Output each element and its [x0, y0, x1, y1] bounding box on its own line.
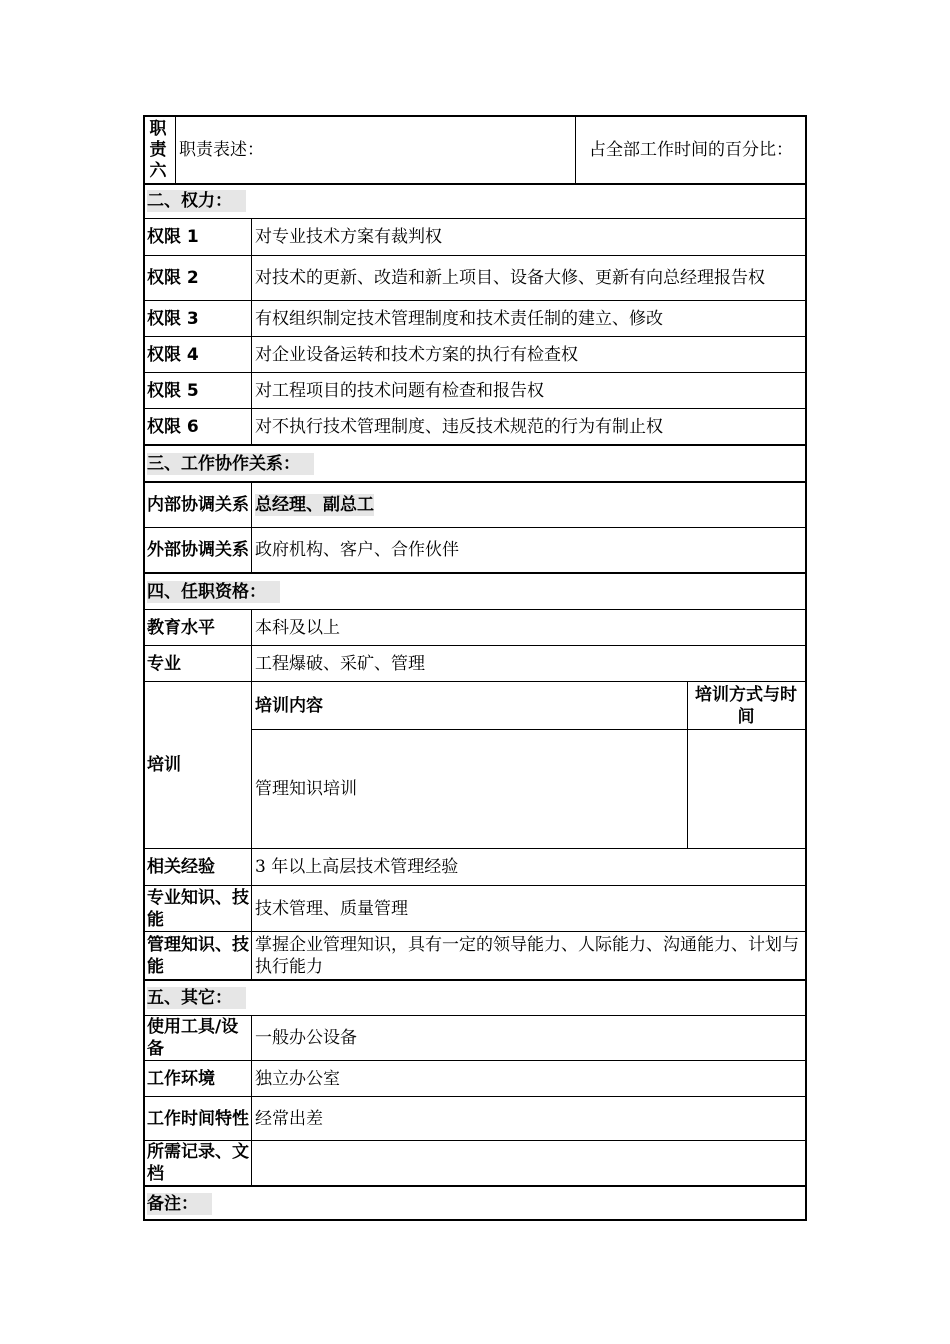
professional-skills-label	[147, 886, 251, 931]
education-value-text: 本科及以上	[255, 617, 340, 638]
authority-2-label	[147, 256, 251, 300]
experience-value-text: 3 年以上高层技术管理经验	[255, 857, 459, 877]
work-time-value-text: 经常出差	[255, 1108, 323, 1129]
management-skills-label-text: 管理知识、技能	[147, 934, 249, 977]
authority-6-value	[253, 409, 803, 444]
training-method-header-text: 培训方式与时间	[695, 685, 797, 727]
authority-5-label	[147, 373, 251, 408]
internal-coordination-label	[147, 483, 251, 527]
authority-3-label-text: 权限 3	[147, 308, 199, 329]
authority-2-label-text: 权限 2	[147, 268, 199, 288]
management-skills-label	[147, 932, 251, 979]
authority-1-label-text: 权限 1	[147, 227, 199, 247]
education-value	[253, 610, 803, 645]
authority-3-label	[147, 301, 251, 336]
training-label	[147, 682, 251, 848]
tools-value-text: 一般办公设备	[255, 1028, 357, 1048]
authority-6-label-text: 权限 6	[147, 416, 199, 437]
section-qualification-text: 四、任职资格：	[147, 581, 280, 603]
section-other-text: 五、其它：	[147, 987, 246, 1009]
experience-value	[253, 849, 803, 885]
major-value	[253, 646, 803, 681]
external-coordination-value	[253, 528, 803, 572]
professional-skills-value-text: 技术管理、质量管理	[255, 898, 408, 919]
authority-1-label	[147, 219, 251, 255]
work-time-value	[253, 1097, 803, 1140]
management-skills-value-text: 掌握企业管理知识，具有一定的领导能力、人际能力、沟通能力、计划与执行能力	[255, 934, 799, 977]
major-value-text: 工程爆破、采矿、管理	[255, 653, 425, 674]
training-method	[689, 730, 803, 848]
internal-coordination-value-text: 总经理、副总工	[255, 495, 374, 515]
authority-6-label	[147, 409, 251, 444]
environment-value-text: 独立办公室	[255, 1068, 340, 1089]
work-time-label	[147, 1097, 251, 1140]
external-coordination-label	[147, 528, 251, 572]
section-qualification	[147, 575, 280, 608]
authority-5-value-text: 对工程项目的技术问题有检查和报告权	[255, 380, 544, 401]
training-content	[253, 730, 683, 848]
authority-2-value	[253, 256, 803, 300]
management-skills-value	[253, 932, 803, 979]
section-authority	[147, 185, 246, 217]
duty-percent	[585, 117, 797, 183]
experience-label	[147, 849, 251, 885]
duty-label-text: 职责六	[149, 118, 167, 181]
authority-3-value	[253, 301, 803, 336]
experience-label-text: 相关经验	[147, 857, 215, 877]
section-other	[147, 982, 246, 1014]
section-authority-text: 二、权力：	[147, 190, 246, 212]
records-label-text: 所需记录、文档	[147, 1142, 249, 1184]
authority-5-value	[253, 373, 803, 408]
authority-4-value	[253, 337, 803, 372]
training-content-text: 管理知识培训	[255, 779, 357, 799]
job-description-table	[143, 115, 807, 1221]
training-content-header-text: 培训内容	[255, 696, 323, 716]
section-remarks-text: 备注：	[147, 1193, 212, 1215]
authority-4-label	[147, 337, 251, 372]
section-cooperation	[147, 447, 314, 480]
tools-label	[147, 1016, 251, 1060]
major-label-text: 专业	[147, 653, 181, 674]
records-value	[253, 1141, 803, 1185]
duty-description-text: 职责表述：	[179, 140, 264, 160]
internal-coordination-label-text: 内部协调关系	[147, 495, 249, 515]
tools-label-text: 使用工具/设备	[147, 1017, 239, 1059]
duty-percent-text: 占全部工作时间的百分比：	[589, 140, 793, 160]
internal-coordination-value	[253, 483, 803, 527]
major-label	[147, 646, 251, 681]
environment-label-text: 工作环境	[147, 1068, 215, 1089]
authority-1-value	[253, 219, 803, 255]
professional-skills-value	[253, 886, 803, 931]
training-method-header	[689, 682, 803, 730]
records-label	[147, 1141, 251, 1185]
duty-label	[149, 117, 173, 183]
authority-1-value-text: 对专业技术方案有裁判权	[255, 227, 442, 247]
professional-skills-label-text: 专业知识、技能	[147, 887, 249, 930]
authority-6-value-text: 对不执行技术管理制度、违反技术规范的行为有制止权	[255, 416, 663, 437]
tools-value	[253, 1016, 803, 1060]
work-time-label-text: 工作时间特性	[147, 1108, 249, 1129]
education-label	[147, 610, 251, 645]
external-coordination-label-text: 外部协调关系	[147, 540, 249, 560]
education-label-text: 教育水平	[147, 617, 215, 638]
authority-4-value-text: 对企业设备运转和技术方案的执行有检查权	[255, 344, 578, 365]
environment-label	[147, 1061, 251, 1096]
training-label-text: 培训	[147, 755, 181, 775]
environment-value	[253, 1061, 803, 1096]
section-cooperation-text: 三、工作协作关系：	[147, 453, 314, 475]
section-remarks	[147, 1188, 212, 1220]
duty-description	[179, 117, 574, 183]
authority-4-label-text: 权限 4	[147, 344, 199, 365]
training-content-header	[253, 682, 683, 730]
external-coordination-value-text: 政府机构、客户、合作伙伴	[255, 540, 459, 560]
authority-2-value-text: 对技术的更新、改造和新上项目、设备大修、更新有向总经理报告权	[255, 268, 765, 288]
authority-5-label-text: 权限 5	[147, 380, 199, 401]
authority-3-value-text: 有权组织制定技术管理制度和技术责任制的建立、修改	[255, 308, 663, 329]
